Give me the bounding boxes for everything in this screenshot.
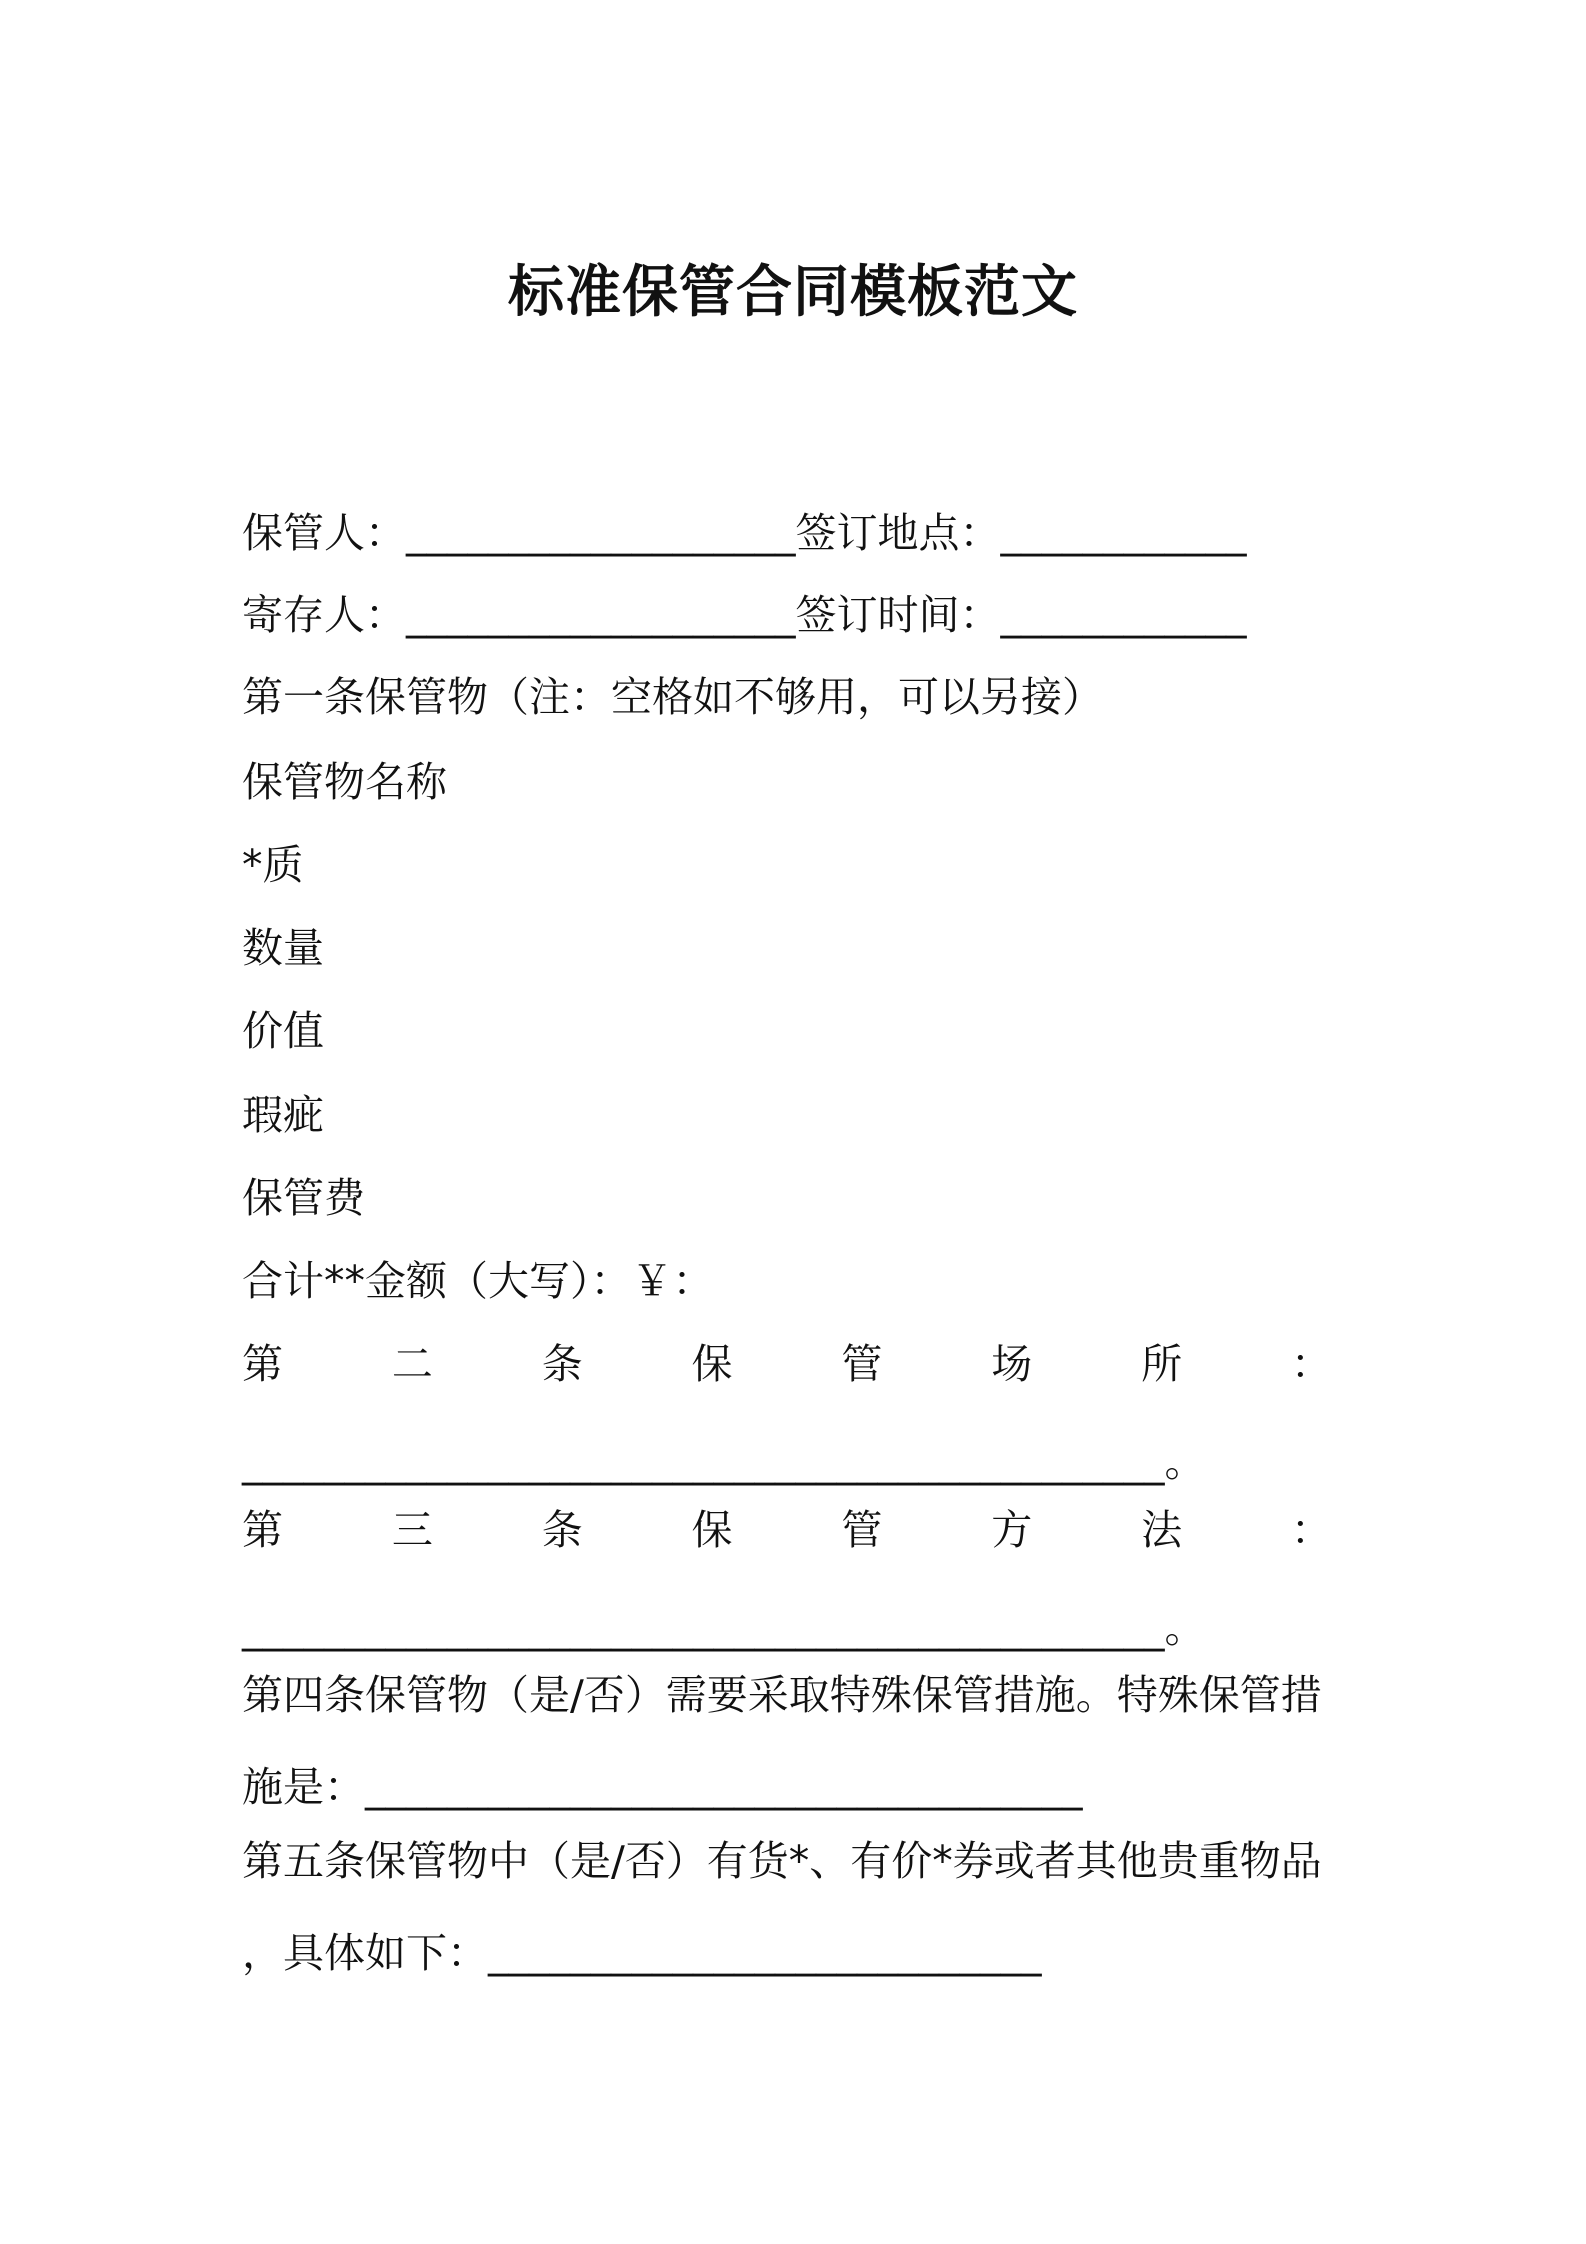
field-quality: *质 — [242, 841, 304, 889]
article-4-line-1: 第四条保管物（是/否）需要采取特殊保管措施。特殊保管措 — [242, 1671, 1322, 1719]
article-2-char: 条 — [541, 1340, 583, 1388]
article-3-heading — [242, 1505, 1332, 1555]
field-value: 价值 — [242, 1007, 324, 1055]
field-item-name: 保管物名称 — [242, 758, 447, 806]
article-2-heading — [242, 1339, 1332, 1389]
article-3-char: 保 — [691, 1506, 733, 1554]
article-2-char: 第 — [242, 1340, 283, 1388]
article-3-char: 条 — [541, 1506, 583, 1554]
article-5-line-2: ，具体如下：___________________________ — [242, 1929, 1042, 1977]
article-5-line-1: 第五条保管物中（是/否）有货*、有价*券或者其他贵重物品 — [242, 1837, 1322, 1885]
article-4-line-2: 施是：___________________________________ — [242, 1763, 1083, 1811]
article-3-char: 第 — [242, 1506, 283, 1554]
article-2-char: 保 — [691, 1340, 733, 1388]
article-3-char: 方 — [991, 1506, 1033, 1554]
field-quantity: 数量 — [242, 924, 324, 972]
article-2-char: 管 — [841, 1340, 883, 1388]
article-2-char: 二 — [391, 1340, 433, 1388]
custodian-line: 保管人：___________________签订地点：____________ — [242, 509, 1247, 557]
article-2-blank: _____________________________________________。 — [242, 1438, 1206, 1486]
article-2-char: 所 — [1141, 1340, 1183, 1388]
depositor-line: 寄存人：___________________签订时间：____________ — [242, 591, 1247, 639]
article-3-char: 管 — [841, 1506, 883, 1554]
article-3-char: ： — [1290, 1506, 1332, 1554]
article-3-char: 三 — [391, 1506, 433, 1554]
total-amount-line: 合计**金额（大写）：￥： — [242, 1257, 714, 1305]
field-storage-fee: 保管费 — [242, 1174, 365, 1222]
field-defects: 瑕疵 — [242, 1091, 324, 1139]
document-title: 标准保管合同模板范文 — [508, 260, 1078, 325]
article-2-char: ： — [1290, 1340, 1332, 1388]
article-3-blank: _____________________________________________。 — [242, 1604, 1206, 1652]
article-2-char: 场 — [991, 1340, 1033, 1388]
article-3-char: 法 — [1141, 1506, 1183, 1554]
article-1-heading: 第一条保管物（注：空格如不够用，可以另接） — [242, 673, 1103, 721]
